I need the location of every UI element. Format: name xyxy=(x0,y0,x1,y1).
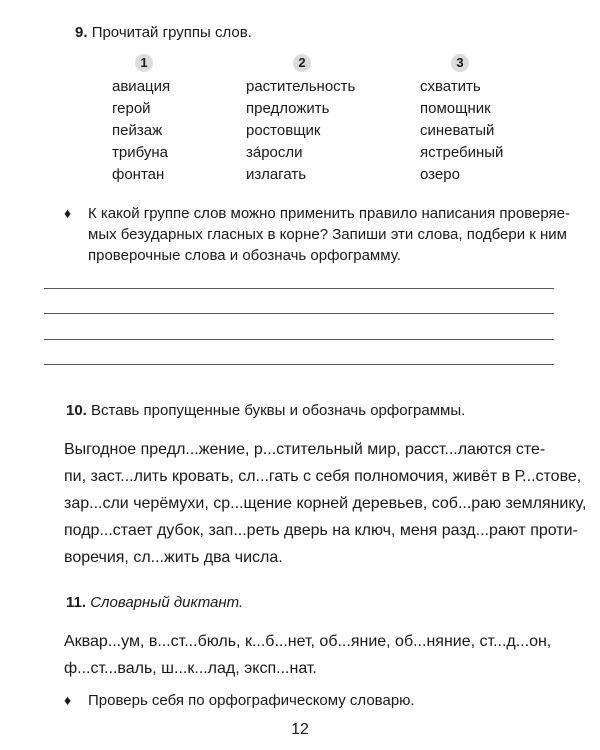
task-9-instruction xyxy=(88,203,568,266)
task-10-text xyxy=(64,436,587,571)
page-number: 12 xyxy=(291,721,309,738)
word: трибуна xyxy=(112,144,168,161)
answer-line[interactable] xyxy=(44,364,554,365)
word: излагать xyxy=(246,166,307,183)
instruction-line: проверочные слова и обозначь орфограмму. xyxy=(88,247,401,264)
word: за́росли xyxy=(246,144,303,161)
word: фонтан xyxy=(112,166,165,183)
word: авиация xyxy=(112,78,171,95)
task-11-heading xyxy=(66,594,243,611)
answer-line[interactable] xyxy=(44,288,554,289)
task-11-title: Словарный диктант. xyxy=(90,594,244,611)
task-10-number: 10. xyxy=(66,402,87,419)
group-2-badge: 2 xyxy=(293,54,311,72)
task-10-title: Вставь пропущенные буквы и обозначь орфограммы. xyxy=(91,402,466,419)
group-3-badge: 3 xyxy=(451,54,469,72)
group-1-badge: 1 xyxy=(135,54,153,72)
task-11-instruction: Проверь себя по орфографическому словарю. xyxy=(88,692,415,709)
word: ростовщик xyxy=(246,122,321,139)
text-line: ф...ст...валь, ш...к...лад, эксп...нат. xyxy=(64,660,317,677)
group-1-words xyxy=(112,76,170,186)
task-9-title: Прочитай группы слов. xyxy=(91,24,252,41)
word: растительность xyxy=(246,78,356,95)
word: синеватый xyxy=(420,122,495,139)
word: пейзаж xyxy=(112,122,163,139)
group-3-words xyxy=(420,76,503,186)
word: предложить xyxy=(246,100,330,117)
text-line: пи, заст...лить кровать, сл...гать с себя полномочия, живёт в Р...стове, xyxy=(64,468,582,485)
text-line: воречия, сл...жить два числа. xyxy=(64,549,283,566)
text-line: Выгодное предл...жение, р...стительный мир, расст...лаются сте- xyxy=(64,441,546,458)
word: схватить xyxy=(420,78,481,95)
task-11-number: 11. xyxy=(66,594,87,611)
task-11-text xyxy=(64,628,564,682)
task-9-heading xyxy=(75,24,252,41)
word: герой xyxy=(112,100,151,117)
text-line: Аквар...ум, в...ст...бюль, к...б...нет, об...яние, об...няние, ст...д...он, xyxy=(64,633,552,650)
bullet-icon: ♦ xyxy=(64,692,72,708)
text-line: зар...сли черёмухи, ср...щение корней деревьев, соб...раю землянику, xyxy=(64,495,587,512)
task-10-heading xyxy=(66,402,465,419)
text-line: подр...стает дубок, зап...реть дверь на ключ, меня разд...рают проти- xyxy=(64,522,578,539)
word: озеро xyxy=(420,166,460,183)
instruction-line: К какой группе слов можно применить правило написания проверяе- xyxy=(88,205,570,222)
group-2-words xyxy=(246,76,355,186)
bullet-icon: ♦ xyxy=(64,205,72,221)
word: помощник xyxy=(420,100,491,117)
answer-line[interactable] xyxy=(44,313,554,314)
task-9-number: 9. xyxy=(75,24,88,41)
instruction-line: мых безударных гласных в корне? Запиши эти слова, подбери к ним xyxy=(88,226,567,243)
word: ястребиный xyxy=(420,144,504,161)
answer-line[interactable] xyxy=(44,339,554,340)
